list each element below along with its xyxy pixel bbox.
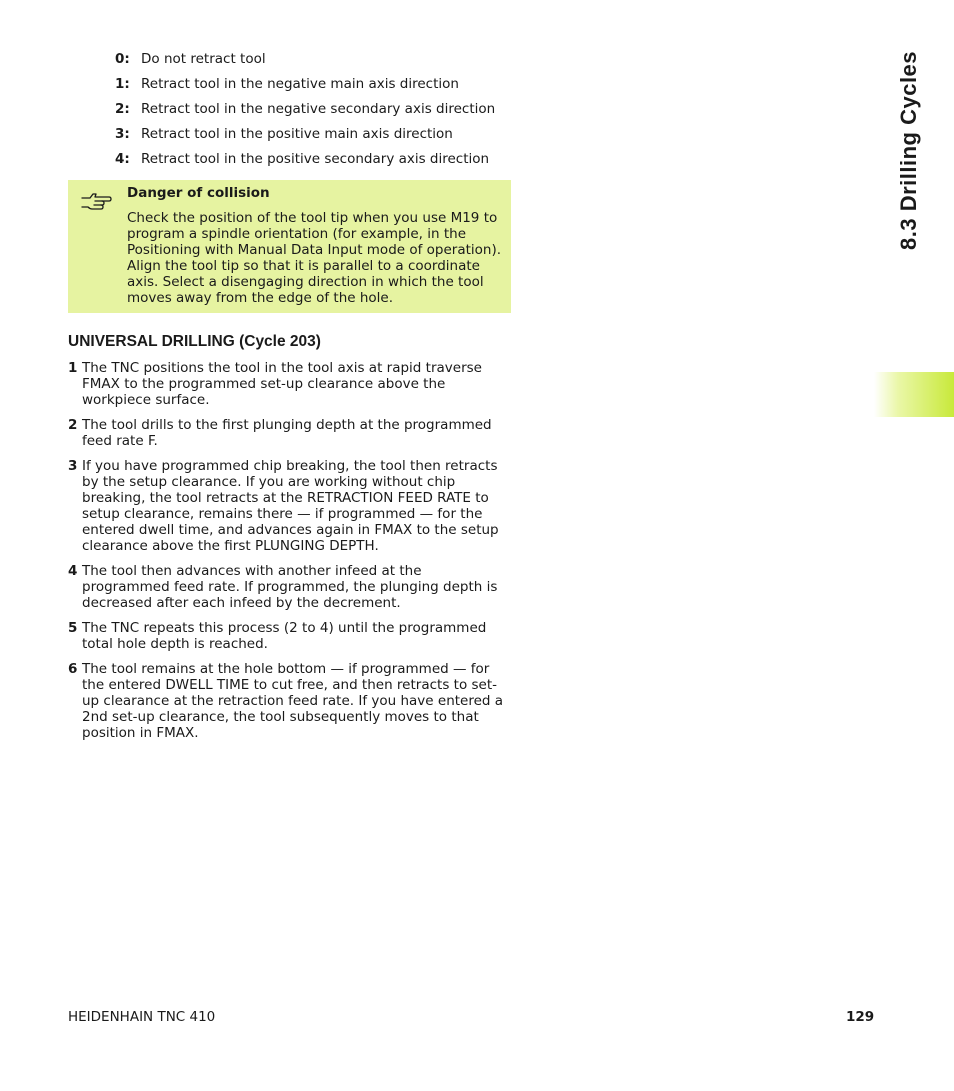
collision-warning-box — [68, 180, 511, 313]
option-item — [115, 126, 515, 151]
step-number: 3 — [68, 458, 78, 474]
page-number: 129 — [846, 1009, 875, 1025]
step-text: The TNC repeats this process (2 to 4) until the programmed total hole depth is reached. — [82, 620, 487, 652]
chapter-side-title: 8.3 Drilling Cycles — [896, 50, 921, 250]
option-text: Retract tool in the negative main axis direction — [141, 76, 459, 92]
step-item — [68, 563, 513, 611]
step-number: 1 — [68, 360, 78, 376]
option-text: Retract tool in the negative secondary axis direction — [141, 101, 496, 117]
option-item — [115, 51, 515, 76]
footer-product-name: HEIDENHAIN TNC 410 — [68, 1009, 216, 1025]
option-item — [115, 151, 515, 176]
pointing-hand-icon — [80, 190, 112, 212]
option-key: 1: — [115, 76, 130, 92]
step-item — [68, 620, 513, 652]
step-number: 5 — [68, 620, 78, 636]
option-key: 3: — [115, 126, 130, 142]
option-text: Do not retract tool — [141, 51, 266, 67]
step-text: The tool drills to the first plunging depth at the programmed feed rate F. — [82, 417, 492, 449]
notice-body: Check the position of the tool tip when you use M19 to program a spindle orientation (for example, in the Positioning with Manual Data Input mode of operation). Align the tool tip so that it is parallel to a coordinate axis. Select a disengaging direction in which the tool moves away from the edge of the hole. — [127, 210, 502, 306]
step-text: The tool remains at the hole bottom — if programmed — for the entered DWELL TIME to cut free, and then retracts to set-up clearance at the retraction feed rate. If you have entered a 2nd set-up clearance, the tool subsequently moves to that position in FMAX. — [82, 661, 504, 741]
option-text: Retract tool in the positive secondary axis direction — [141, 151, 490, 167]
chapter-tab-marker — [874, 372, 954, 417]
option-item — [115, 76, 515, 101]
step-text: If you have programmed chip breaking, the tool then retracts by the setup clearance. If you are working without chip breaking, the tool retracts at the RETRACTION FEED RATE to setup clearance, remains there — if programmed — for the entered dwell time, and advances again in FMAX to the setup clearance above the first PLUNGING DEPTH. — [82, 458, 499, 554]
step-item — [68, 458, 513, 554]
section-heading: UNIVERSAL DRILLING (Cycle 203) — [68, 333, 321, 350]
option-list — [115, 51, 515, 176]
step-number: 6 — [68, 661, 78, 677]
step-item — [68, 360, 513, 408]
option-key: 4: — [115, 151, 130, 167]
option-key: 0: — [115, 51, 130, 67]
option-text: Retract tool in the positive main axis direction — [141, 126, 453, 142]
step-number: 4 — [68, 563, 78, 579]
step-text: The tool then advances with another infeed at the programmed feed rate. If programmed, the plunging depth is decreased after each infeed by the decrement. — [82, 563, 498, 611]
step-text: The TNC positions the tool in the tool axis at rapid traverse FMAX to the programmed set-up clearance above the workpiece surface. — [82, 360, 482, 408]
option-item — [115, 101, 515, 126]
step-number: 2 — [68, 417, 78, 433]
step-list — [68, 360, 513, 750]
step-item — [68, 661, 513, 741]
notice-title: Danger of collision — [127, 185, 270, 201]
step-item — [68, 417, 513, 449]
option-key: 2: — [115, 101, 130, 117]
